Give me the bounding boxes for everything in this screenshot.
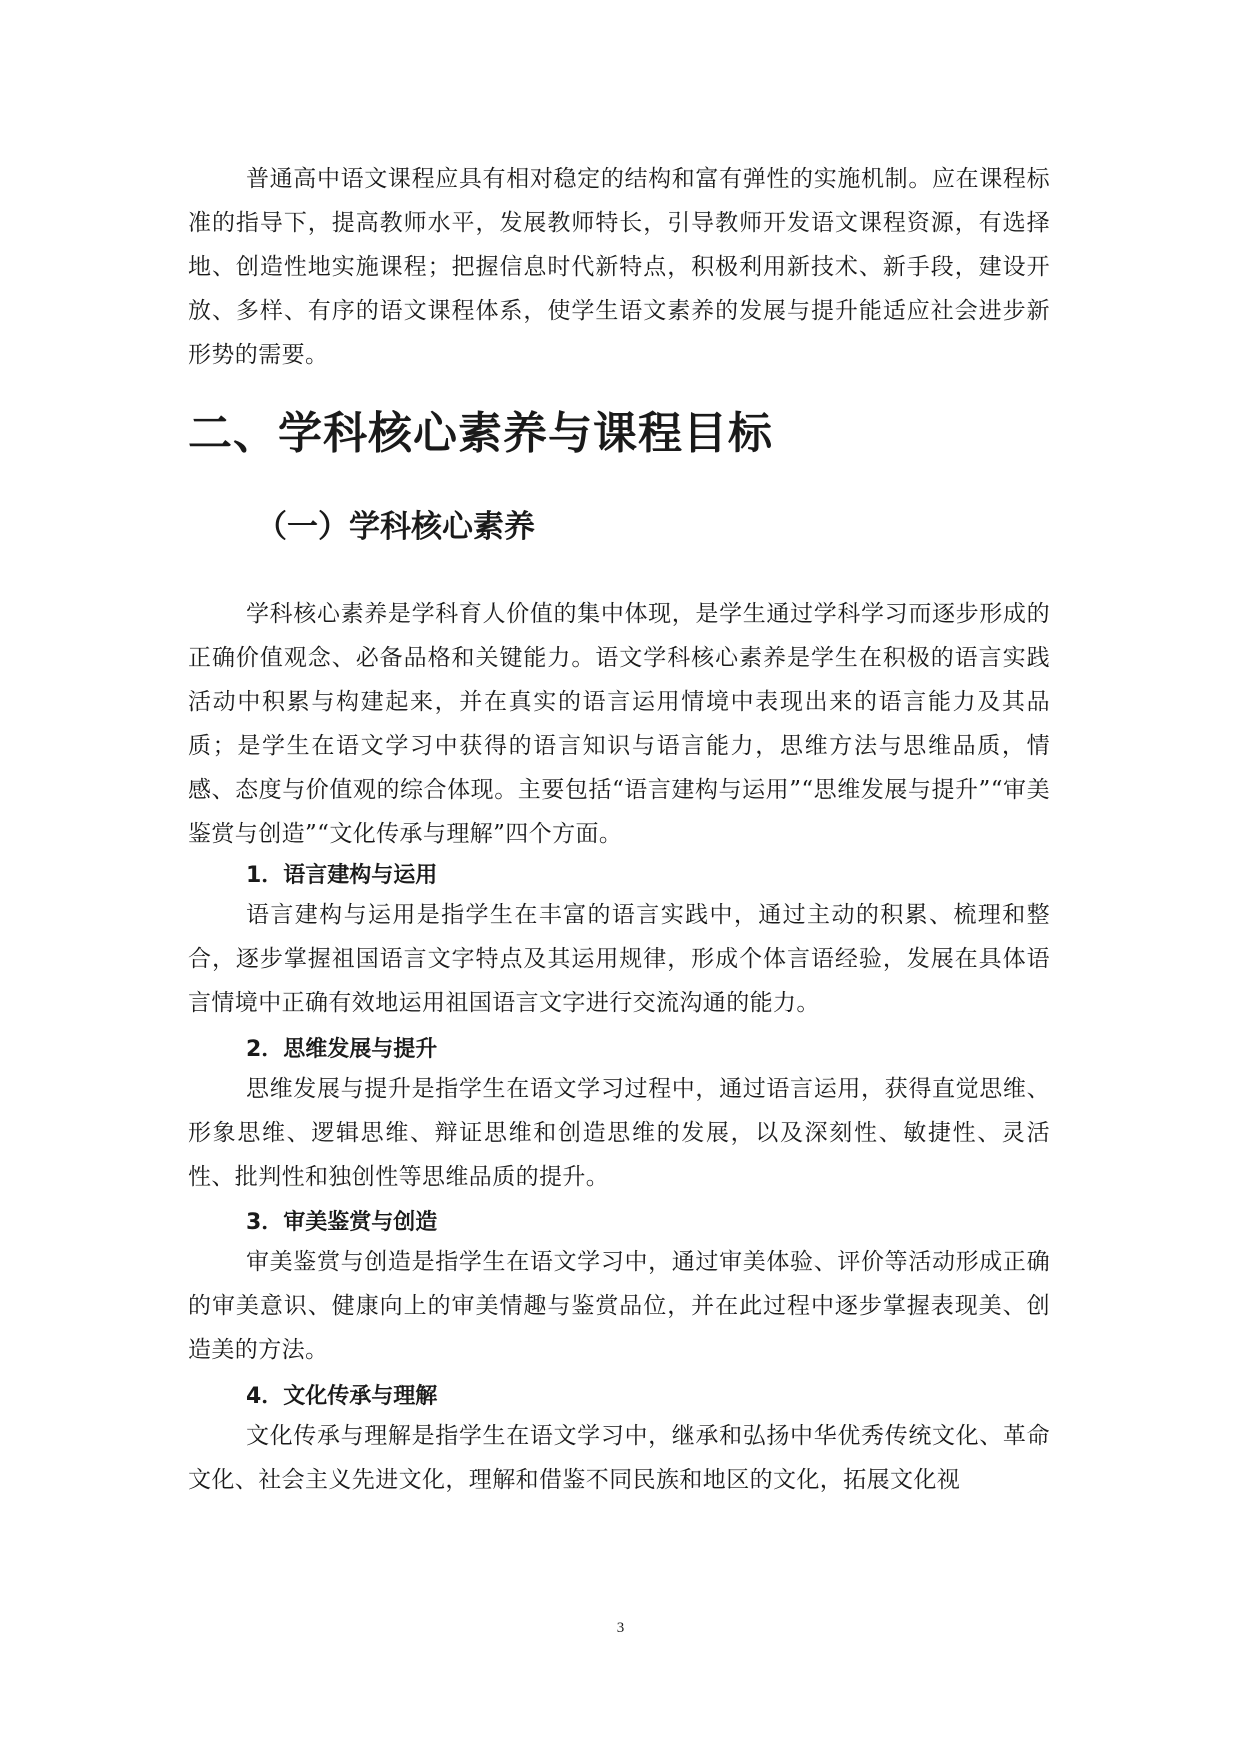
core-literacy-paragraph: 学科核心素养是学科育人价值的集中体现，是学生通过学科学习而逐步形成的正确价值观念、必备品格和关键能力。语文学科核心素养是学生在积极的语言实践活动中积累与构建起来，并在真实的语言运用情境中表现出来的语言能力及其品质；是学生在语文学习中获得的语言知识与语言能力，思维方法与思维品质，情感、态度与价值观的综合体现。主要包括“语言建构与运用”“思维发展与提升”“审美鉴赏与创造”“文化传承与理解”四个方面。 — [188, 601, 1050, 847]
subsection-heading: （一）学科核心素养 — [256, 509, 535, 545]
item-heading-3: 3．审美鉴赏与创造 — [246, 1210, 438, 1235]
item-heading-2: 2．思维发展与提升 — [246, 1037, 438, 1062]
item-heading-4: 4．文化传承与理解 — [246, 1384, 438, 1409]
page-number: 3 — [616, 1620, 625, 1636]
section-heading: 二、学科核心素养与课程目标 — [188, 408, 773, 459]
item-paragraph-2: 思维发展与提升是指学生在语文学习过程中，通过语言运用，获得直觉思维、形象思维、逻辑思维、辩证思维和创造思维的发展，以及深刻性、敏捷性、灵活性、批判性和独创性等思维品质的提升。 — [188, 1076, 1050, 1190]
item-heading-1: 1．语言建构与运用 — [246, 863, 438, 888]
item-paragraph-3: 审美鉴赏与创造是指学生在语文学习中，通过审美体验、评价等活动形成正确的审美意识、健康向上的审美情趣与鉴赏品位，并在此过程中逐步掌握表现美、创造美的方法。 — [188, 1249, 1050, 1363]
intro-paragraph: 普通高中语文课程应具有相对稳定的结构和富有弹性的实施机制。应在课程标准的指导下，提高教师水平，发展教师特长，引导教师开发语文课程资源，有选择地、创造性地实施课程；把握信息时代新特点，积极利用新技术、新手段，建设开放、多样、有序的语文课程体系，使学生语文素养的发展与提升能适应社会进步新形势的需要。 — [188, 166, 1050, 368]
item-paragraph-1: 语言建构与运用是指学生在丰富的语言实践中，通过主动的积累、梳理和整合，逐步掌握祖国语言文字特点及其运用规律，形成个体言语经验，发展在具体语言情境中正确有效地运用祖国语言文字进行交流沟通的能力。 — [188, 902, 1050, 1016]
item-paragraph-4: 文化传承与理解是指学生在语文学习中，继承和弘扬中华优秀传统文化、革命文化、社会主义先进文化，理解和借鉴不同民族和地区的文化，拓展文化视 — [188, 1423, 1050, 1493]
